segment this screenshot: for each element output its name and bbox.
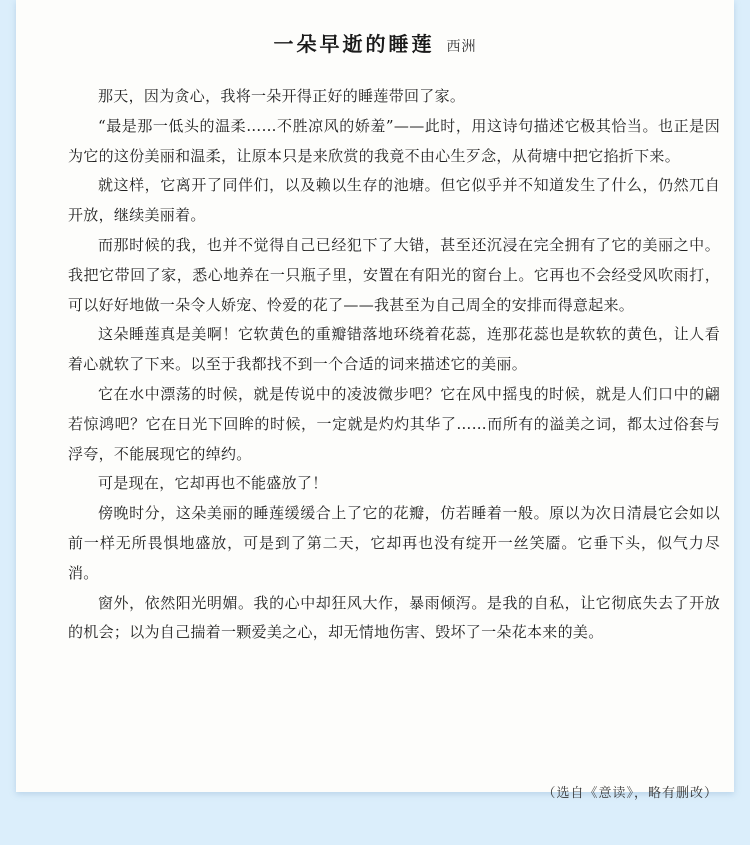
- paragraph: 它在水中漂荡的时候，就是传说中的凌波微步吧？它在风中摇曳的时候，就是人们口中的翩若惊鸿吧？它在日光下回眸的时候，一定就是灼灼其华了……而所有的溢美之词，都太过俗套与浮夸，不能展现它的绰约。: [68, 384, 720, 463]
- source-note: （选自《意读》，略有删改）: [542, 786, 718, 801]
- paragraph: 就这样，它离开了同伴们，以及赖以生存的池塘。但它似乎并不知道发生了什么，仍然兀自开放，继续美丽着。: [68, 176, 720, 225]
- article-author: 西洲: [446, 39, 477, 55]
- article-body: [68, 82, 720, 648]
- article-page: [16, 0, 734, 801]
- paragraph: 而那时候的我，也并不觉得自己已经犯下了大错，甚至还沉浸在完全拥有了它的美丽之中。我把它带回了家，悉心地养在一只瓶子里，安置在有阳光的窗台上。它再也不会经受风吹雨打，可以好好地做一朵令人娇宠、怜爱的花了——我甚至为自己周全的安排而得意起来。: [68, 235, 720, 314]
- paragraph: 窗外，依然阳光明媚。我的心中却狂风大作，暴雨倾泻。是我的自私，让它彻底失去了开放的机会；以为自己揣着一颗爱美之心，却无情地伤害、毁坏了一朵花本来的美。: [68, 593, 720, 642]
- paragraph: 那天，因为贪心，我将一朵开得正好的睡莲带回了家。: [98, 87, 466, 105]
- article-title: 一朵早逝的睡莲: [273, 32, 435, 56]
- title-row: [16, 28, 734, 58]
- paragraph: 傍晚时分，这朵美丽的睡莲缓缓合上了它的花瓣，仿若睡着一般。原以为次日清晨它会如以前一样无所畏惧地盛放，可是到了第二天，它却再也没有绽开一丝笑靥。它垂下头，似气力尽消。: [68, 504, 720, 582]
- paragraph: “最是那一低头的温柔……不胜凉风的娇羞”——此时，用这诗句描述它极其恰当。也正是因为它的这份美丽和温柔，让原本只是来欣赏的我竟不由心生歹念，从荷塘中把它掐折下来。: [68, 116, 720, 165]
- paragraph: 可是现在，它却再也不能盛放了！: [98, 474, 328, 493]
- paragraph: 这朵睡莲真是美啊！它软黄色的重瓣错落地环绕着花蕊，连那花蕊也是软软的黄色，让人看着心就软了下来。以至于我都找不到一个合适的词来描述它的美丽。: [68, 325, 720, 374]
